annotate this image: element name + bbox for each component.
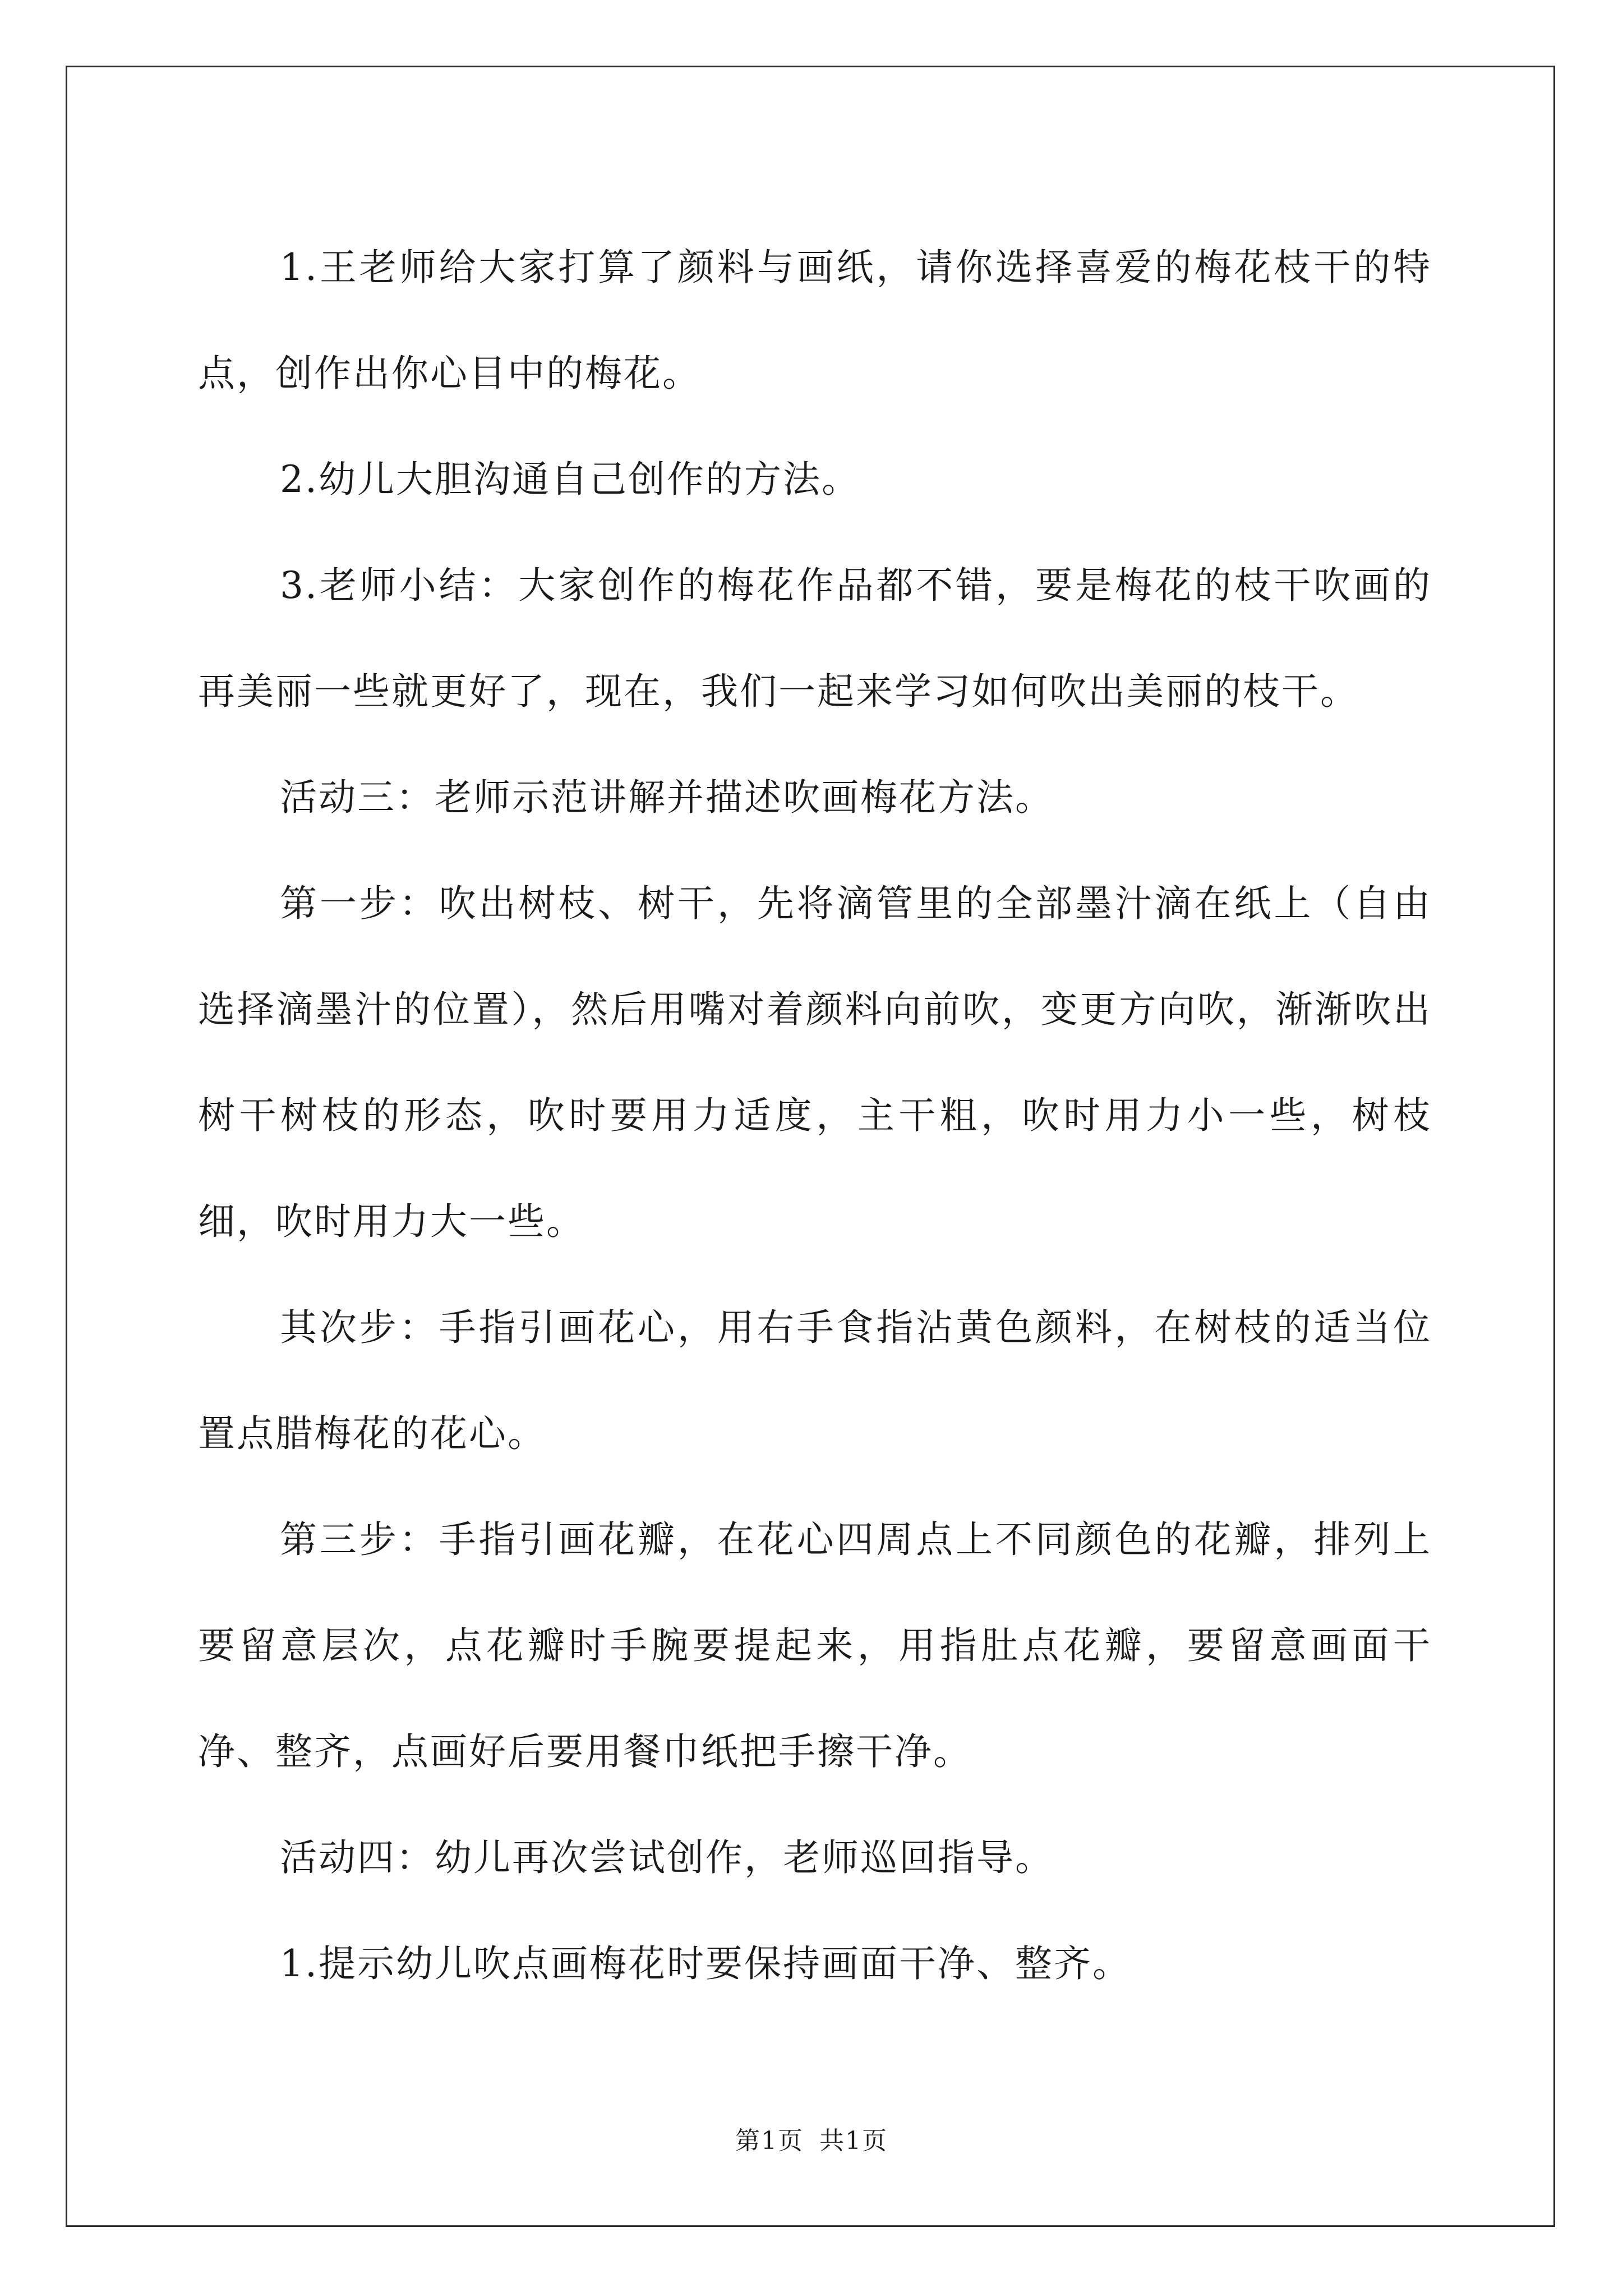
paragraph-5: 第一步：吹出树枝、树干，先将滴管里的全部墨汁滴在纸上（自由选择滴墨汁的位置），然后用嘴对着颜料向前吹，变更方向吹，渐渐吹出树干树枝的形态，吹时要用力适度，主干粗，吹时用力小一些，树枝细，吹时用力大一些。 bbox=[198, 882, 1432, 1243]
page-footer bbox=[0, 2120, 1623, 2156]
page-total: 共1页 bbox=[819, 2127, 888, 2155]
paragraph-3: 3.老师小结：大家创作的梅花作品都不错，要是梅花的枝干吹画的再美丽一些就更好了，现在，我们一起来学习如何吹出美丽的枝干。 bbox=[198, 564, 1432, 713]
document-body bbox=[198, 214, 1432, 2017]
paragraph-6: 其次步：手指引画花心，用右手食指沾黄色颜料，在树枝的适当位置点腊梅花的花心。 bbox=[198, 1306, 1432, 1455]
paragraph-7: 第三步：手指引画花瓣，在花心四周点上不同颜色的花瓣，排列上要留意层次，点花瓣时手腕要提起来，用指肚点花瓣，要留意画面干净、整齐，点画好后要用餐巾纸把手擦干净。 bbox=[198, 1518, 1432, 1773]
paragraph-8: 活动四：幼儿再次尝试创作，老师巡回指导。 bbox=[280, 1836, 1054, 1879]
paragraph-1: 1.王老师给大家打算了颜料与画纸，请你选择喜爱的梅花枝干的特点，创作出你心目中的梅花。 bbox=[198, 246, 1432, 395]
paragraph-9: 1.提示幼儿吹点画梅花时要保持画面干净、整齐。 bbox=[280, 1942, 1131, 1985]
page-number: 第1页 bbox=[735, 2127, 804, 2155]
paragraph-2: 2.幼儿大胆沟通自己创作的方法。 bbox=[280, 458, 860, 501]
paragraph-4: 活动三：老师示范讲解并描述吹画梅花方法。 bbox=[280, 776, 1054, 819]
